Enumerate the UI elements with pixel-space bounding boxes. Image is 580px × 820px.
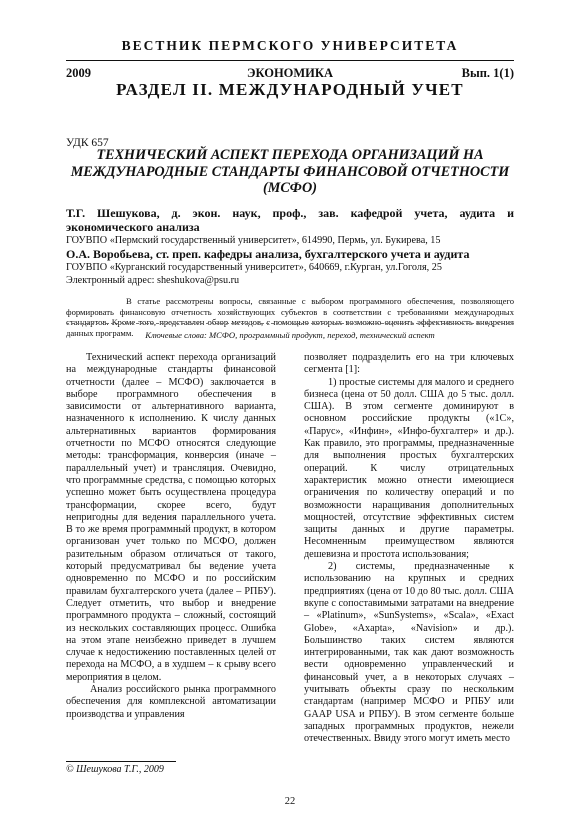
paragraph: 2) системы, предназначенные к использованию на крупных и средних предприятиях (цена от 10 до 80 тыс. долл. США вкупе с сопоставимыми затратами на внедрение – «Platinum», «SunSystems», «Scala», «Exact Globe», «Axapta», «Navision» и др.). Большинство таких систем являются интегрированными, так как дают возможность вести одновременно управленческий и финансовый учет, а в некоторых случаях – учитывать объекты сразу по нескольким стандартам (например МСФО и РПБУ или GAAP USA и РПБУ). В этом сегменте больше западных программных продуктов, нежели отечественных. Ввиду этого могут иметь место [304,561,514,745]
paragraph: позволяет подразделить его на три ключевых сегмента [1]: [304,352,514,376]
keywords: Ключевые слова: МСФО, программный продукт, переход, технический аспект [145,330,435,340]
author-name: Т.Г. Шешукова, д. экон. наук, проф., зав. кафедрой учета, аудита и экономического анализа [66,206,514,234]
issue-label: Вып. 1(1) [461,66,514,80]
year: 2009 [66,66,91,80]
email: Электронный адрес: sheshukova@psu.ru [66,275,240,286]
article-title: ТЕХНИЧЕСКИЙ АСПЕКТ ПЕРЕХОДА ОРГАНИЗАЦИЙ НА МЕЖДУНАРОДНЫЕ СТАНДАРТЫ ФИНАНСОВОЙ ОТЧЕТНОСТИ (МСФО) [70,147,510,196]
udk-code: УДК 657 [66,137,109,149]
divider [66,323,514,324]
section-title: РАЗДЕЛ II. МЕЖДУНАРОДНЫЙ УЧЕТ [116,80,464,99]
footnote-rule [66,761,176,762]
author-affiliation: ГОУВПО «Курганский государственный университет», 640669, г.Курган, ул.Гоголя, 25 [66,262,442,273]
copyright-footnote: © Шешукова Т.Г., 2009 [66,764,164,775]
journal-title: ВЕСТНИК ПЕРМСКОГО УНИВЕРСИТЕТА [121,38,459,53]
author-name: О.А. Воробьева, ст. преп. кафедры анализа, бухгалтерского учета и аудита [66,247,470,261]
right-column [304,352,514,746]
header-rule [66,60,514,61]
left-column [66,352,276,721]
author-affiliation: ГОУВПО «Пермский государственный университет», 614990, Пермь, ул. Букирева, 15 [66,235,441,246]
page-number: 22 [284,796,296,807]
abstract: В статье рассмотрены вопросы, связанные с выбором программного обеспечения, позволяющего формировать финансовую отчетность хозяйствующих субъектов в соответствии с требованиями международных стандартов. Кроме того, представлен обзор методов, с помощью которых возможно оценить эффективность внедрения данных программ. [66,296,514,338]
paragraph: Технический аспект перехода организаций на международные стандарты финансовой отчетности (далее – МСФО) заключается в выборе программного обеспечения в зависимости от альтернативного варианта, назначенного к исполнению. К числу данных альтернативных вариантов формирования отчетности по МСФО относятся следующие методы: трансформация, конверсия (иначе – параллельный учет) и трансляция. Очевидно, что программные средства, с помощью которых успешно может быть осуществлена процедура трансформации, скорее всего, будут непригодны для ведения параллельного учета. В то же время программный продукт, в котором организован учет только по МСФО, должен разительным образом отличаться от такого, который предусматривал бы ведение учета одновременно по МСФО и по российским правилам бухгалтерского учета (далее – РПБУ). Следует отметить, что выбор и внедрение программного продукта – сложный, состоящий из нескольких составляющих процесс. Ошибка на этом этапе неизбежно приведет в лучшем случае к недостижению поставленных целей от перехода на МСФО, а в худшем – к срыву всего мероприятия в целом. [66,352,276,683]
subject-label: ЭКОНОМИКА [246,66,333,80]
paragraph: Анализ российского рынка программного обеспечения для комплексной автоматизации производства и управления [66,684,276,720]
paragraph: 1) простые системы для малого и среднего бизнеса (цена от 50 долл. США до 5 тыс. долл. США). В этом сегменте доминируют в основном российские продукты («1С», «Парус», «Инфин», «Инфо-бухгалтер» и др.). Как правило, это программы, предназначенные для выполнения простых бухгалтерских операций. К числу отрицательных характеристик можно отнести имеющиеся ограничения по количеству операций и по возможности наращивания дополнительных мощностей, отсутствие эффективных систем защиты данных и другие параметры. Несомненным преимуществом являются дешевизна и простота использования; [304,376,514,560]
